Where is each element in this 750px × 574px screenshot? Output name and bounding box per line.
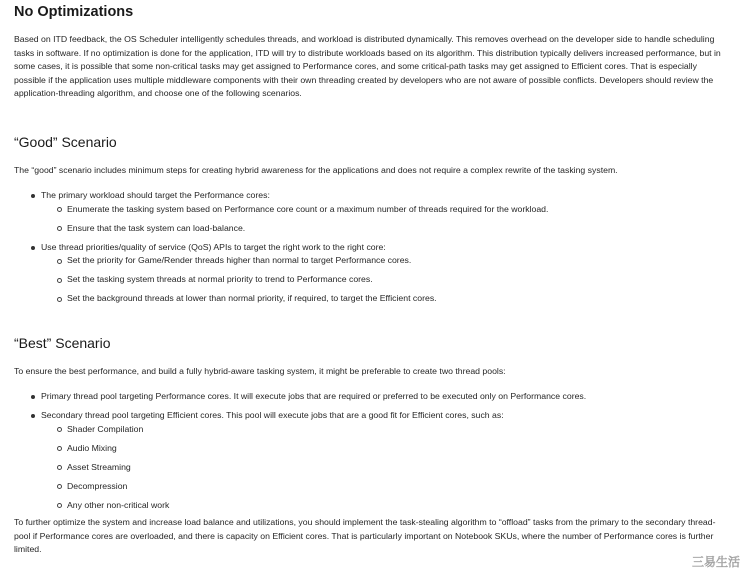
watermark-logo: [690, 553, 742, 569]
list-item: Primary thread pool targeting Performance cores. It will execute jobs that are required or preferred to be executed only on Performance cores.: [14, 390, 734, 404]
no-optimizations-paragraph: Based on ITD feedback, the OS Scheduler intelligently schedules threads, and workload is distributed dynamically. This removes overhead on the developer side to handle scheduling tasks in software. If no optimization is done for the application, ITD will try to distribute workloads based on its algorithm. This distribution typically delivers increased performance, but in some cases, it is possible that some non-critical tasks may get assigned to Performance cores, and some critical-path tasks may get assigned to Efficient cores. That is especially possible if the application uses multiple middleware components with their own threading created by developers who are not aware of possible conflicts. Developers should review the application-threading algorithm, and choose one of the following scenarios.: [14, 34, 721, 99]
list-item: Set the priority for Game/Render threads higher than normal to target Performance cores.: [14, 254, 734, 268]
good-scenario-intro: The “good” scenario includes minimum steps for creating hybrid awareness for the applications and does not require a complex rewrite of the tasking system.: [14, 165, 618, 175]
list-item: Set the tasking system threads at normal priority to trend to Performance cores.: [14, 273, 734, 287]
list-item: The primary workload should target the Performance cores:: [14, 189, 734, 203]
list-item: Secondary thread pool targeting Efficient cores. This pool will execute jobs that are a good fit for Efficient cores, such as:: [14, 409, 734, 423]
best-scenario-intro: To ensure the best performance, and build a fully hybrid-aware tasking system, it might be preferable to create two thread pools:: [14, 366, 506, 376]
section-title-no-optimizations: No Optimizations: [14, 4, 134, 20]
section-title-best-scenario: “Best” Scenario: [14, 335, 111, 351]
section-title-good-scenario: “Good” Scenario: [14, 134, 117, 150]
best-scenario-outro: To further optimize the system and increase load balance and utilizations, you should implement the task-stealing algorithm to “offload” tasks from the primary to the secondary thread-pool if Performance cores are overloaded, and there is capacity on Efficient cores. That is particularly important on Notebook SKUs, where the number of Performance cores is further limited.: [14, 517, 716, 555]
list-item: Ensure that the task system can load-balance.: [14, 222, 734, 236]
list-item: Audio Mixing: [14, 442, 734, 456]
good-scenario-list: [14, 189, 734, 306]
list-item: Any other non-critical work: [14, 499, 734, 513]
list-item: Use thread priorities/quality of service (QoS) APIs to target the right work to the right core:: [14, 241, 734, 255]
list-item: Enumerate the tasking system based on Performance core count or a maximum number of threads required for the workload.: [14, 203, 734, 217]
list-item: Decompression: [14, 480, 734, 494]
list-item: Set the background threads at lower than normal priority, if required, to target the Efficient cores.: [14, 292, 734, 306]
list-item: Asset Streaming: [14, 461, 734, 475]
watermark-text: 三易生活: [691, 555, 741, 569]
best-scenario-list: [14, 390, 734, 512]
list-item: Shader Compilation: [14, 423, 734, 437]
